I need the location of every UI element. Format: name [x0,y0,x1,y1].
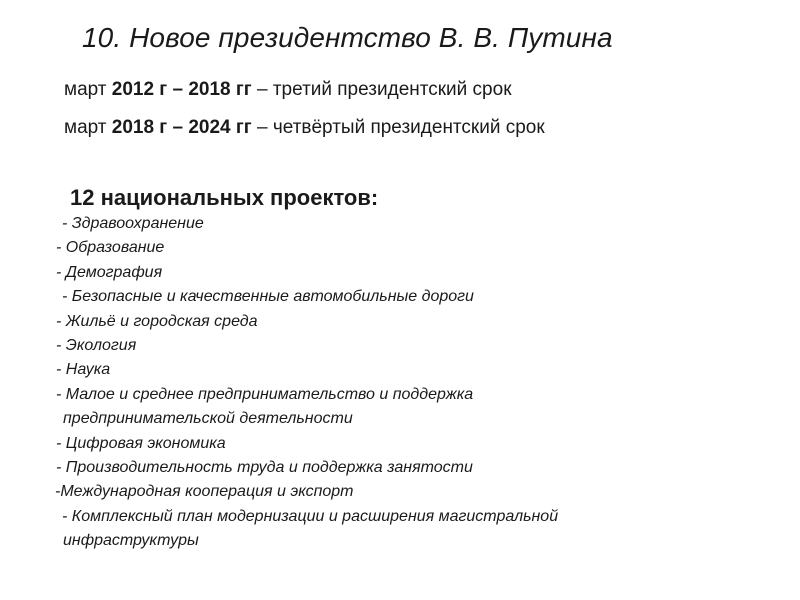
project-item: - Образование [56,239,165,257]
project-item: - Малое и среднее предпринимательство и поддержка [56,385,474,403]
term-prefix: март [64,79,112,100]
term-line-third [64,76,512,103]
project-item: - Демография [56,263,163,281]
term-dates: 2012 г – 2018 гг [111,79,252,100]
project-item: - Безопасные и качественные автомобильные дороги [62,288,474,306]
project-item: -Международная кооперация и экспорт [55,483,354,501]
term-description: – четвёртый президентский срок [251,117,545,138]
project-item: - Производительность труда и поддержка занятости [56,459,473,477]
project-item-continuation: предпринимательской деятельности [63,410,353,428]
project-item: - Комплексный план модернизации и расширения магистральной [62,507,559,525]
term-line-fourth [64,114,624,141]
term-prefix: март [64,117,112,138]
project-item-continuation: инфраструктуры [63,532,199,550]
project-item: - Здравоохранение [62,215,204,232]
project-item: - Цифровая экономика [56,434,226,452]
projects-list [0,212,558,554]
project-item: - Экология [56,337,137,355]
term-description: – третий президентский срок [251,79,512,100]
slide-title: 10. Новое президентство В. В. Путина [82,22,613,53]
project-item: - Наука [56,361,111,379]
term-dates: 2018 г – 2024 гг [111,117,252,138]
project-item: - Жильё и городская среда [56,312,258,330]
projects-heading: 12 национальных проектов: [70,185,379,210]
